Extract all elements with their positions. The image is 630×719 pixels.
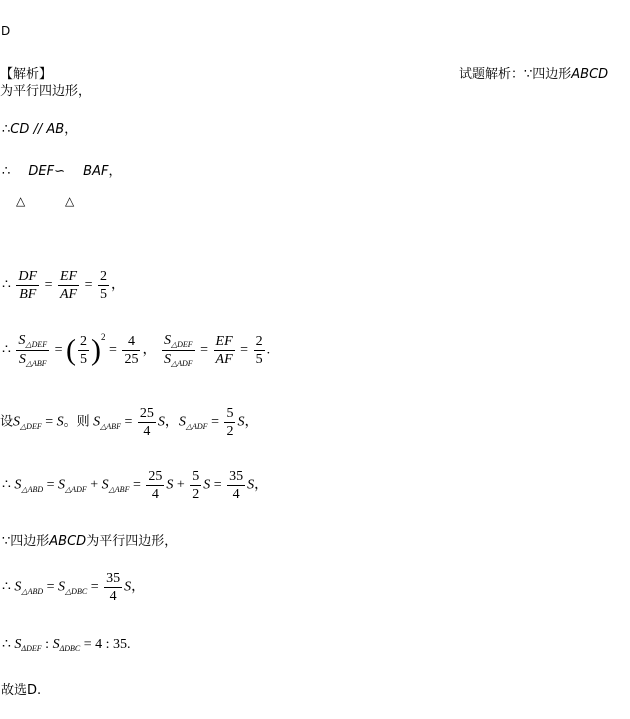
denominator: 5	[100, 287, 108, 302]
equation-abd-dbc: ∴ $S_{\triangle ABD} = S_{\triangle DBC}$ = $\frac{35}{4}$ S，	[2, 571, 146, 604]
equation-area-ratio: ∴ $\frac{S_{\triangle DEF}}{S_{\triangle ABF}}$ = ( $\frac{2}{5}$ )$^2$ = $\frac{4}{25}$ ， $\frac{S_{\triangle DEF}}{S_{\triangle ADF}}$ = $\frac{EF}{AF}$ = $\frac{2}{5}$ .	[2, 332, 271, 368]
numerator: 2	[100, 269, 108, 284]
triangle-symbol-right: △	[65, 194, 75, 208]
punctuation: ，	[111, 277, 126, 293]
triangle-baf-label: BAF	[83, 164, 109, 179]
step-similar	[2, 160, 121, 179]
numerator: DF	[18, 269, 38, 284]
fraction-ef-af: $\frac{EF}{AF}$	[215, 334, 233, 367]
fraction-four-25: $\frac{4}{25}$	[124, 334, 139, 367]
similar-symbol: ∽	[54, 164, 66, 179]
punctuation: ，	[64, 122, 78, 137]
denominator: AF	[60, 287, 78, 302]
punctuation: .	[266, 342, 271, 358]
equation-ratio	[2, 268, 125, 303]
fraction-25-4: $\frac{25}{4}$	[148, 469, 163, 502]
therefore-symbol: ∴	[2, 122, 11, 137]
paren-close: )	[91, 333, 102, 367]
then-word: 。则	[63, 414, 90, 430]
fraction-s-def-s-adf: $\frac{S_{\triangle DEF}}{S_{\triangle ADF}}$	[163, 333, 193, 368]
fraction-s-def-s-abf	[16, 332, 49, 369]
answer-letter: D	[1, 24, 11, 38]
analysis-intro-cont: 为平行四边形，	[0, 84, 92, 99]
analysis-label: 【解析】	[0, 67, 53, 82]
fraction-5-2: $\frac{5}{2}$	[226, 406, 234, 439]
numerator: EF	[60, 269, 78, 284]
exponent: 2	[101, 332, 106, 343]
conclusion: 故选D.	[1, 683, 42, 698]
parallel-statement: CD // AB	[10, 122, 65, 137]
fraction-35-4: $\frac{35}{4}$	[229, 469, 244, 502]
step-parallel	[2, 118, 77, 137]
fraction-5-2: $\frac{5}{2}$	[192, 469, 200, 502]
analysis-intro-text: 试题解析：∵四边形	[459, 67, 572, 82]
equals-sign: =	[44, 277, 53, 293]
set-word: 设	[0, 414, 14, 430]
fraction-ef-af	[58, 268, 79, 303]
triangle-symbol-left: △	[16, 194, 26, 208]
punctuation: ，	[108, 164, 122, 179]
denominator: BF	[19, 287, 37, 302]
triangle-def-label: DEF	[28, 164, 55, 179]
numerator: $S_{\triangle DEF}$	[18, 333, 48, 349]
therefore-symbol: ∴	[2, 342, 11, 358]
analysis-intro	[459, 63, 608, 82]
analysis-intro-quad: ABCD	[571, 67, 609, 82]
equation-abd-area: ∴ $S_{\triangle ABD} = S_{\triangle ADF} + S_{\triangle ABF}$ = $\frac{25}{4}$ S + $\frac{5}{2}$ S = $\frac{35}{4}$ S，	[2, 469, 269, 502]
fraction-df-bf	[16, 268, 39, 303]
parallelogram-statement: ∵四边形ABCD为平行四边形，	[2, 534, 178, 549]
fraction-25-4: $\frac{25}{4}$	[139, 406, 154, 439]
therefore-symbol: ∴	[2, 277, 11, 293]
fraction-two-fifths: $\frac{2}{5}$	[255, 334, 263, 367]
equation-final-ratio: ∴ $S_{\Delta DEF}$ : $S_{\Delta DBC} = 4$ : 35.	[2, 637, 131, 653]
fraction-35-4: $\frac{35}{4}$	[106, 571, 121, 604]
fraction-two-fifths	[98, 268, 109, 303]
equals-sign: =	[84, 277, 93, 293]
paren-open: (	[66, 333, 77, 367]
therefore-symbol: ∴	[2, 164, 11, 179]
equation-set-s: 设$S_{\triangle DEF} = S$。则 $S_{\triangle ABF}$ = $\frac{25}{4}$ S，$S_{\triangle ADF}$ = $\frac{5}{2}$ S，	[0, 406, 259, 439]
fraction-two-fifths: $\frac{2}{5}$	[80, 334, 88, 367]
denominator: $S_{\triangle ABF}$	[18, 352, 47, 368]
punctuation: ，	[142, 342, 157, 358]
